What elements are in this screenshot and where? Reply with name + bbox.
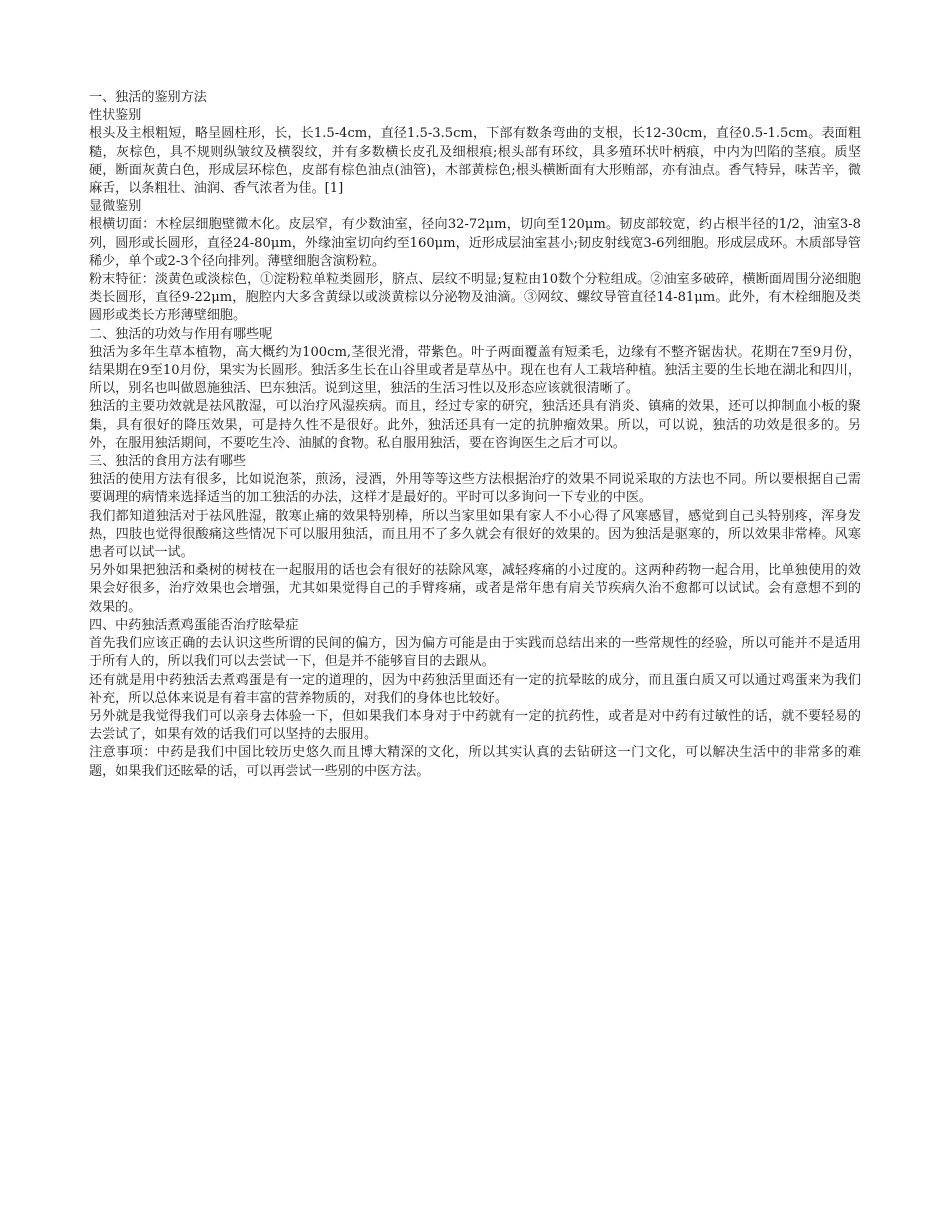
section-heading-efficacy: 二、独活的功效与作用有哪些呢 — [89, 326, 273, 342]
paragraph: 根头及主根粗短，略呈圆柱形，长，长1.5-4cm，直径1.5-3.5cm，下部有数条弯曲的支根，长12-30cm，直径0.5-1.5cm。表面粗糙，灰棕色，具不规则纵皱纹及横裂纹，并有多数横长皮孔及细根痕;根头部有环纹，具多殖环状叶柄痕，中内为凹陷的茎痕。质坚硬，断面灰黄白色，形成层环棕色，皮部有棕色油点(油管)，木部黄棕色;根头横断面有大形贿部，亦有油点。香气特异，味苦辛，微麻舌，以条粗壮、油润、香气浓者为佳。[1] — [89, 126, 861, 197]
section-heading-usage: 三、独活的食用方法有哪些 — [89, 454, 247, 470]
subsection-heading-appearance: 性状鉴别 — [89, 108, 142, 124]
paragraph: 我们都知道独活对于祛风胜湿，散寒止痛的效果特别棒，所以当家里如果有家人不小心得了风寒感冒，感觉到自己头特别疼，浑身发热，四肢也觉得很酸痛这些情况下可以服用独活，而且用不了多久就会有很好的效果的。因为独活是驱寒的，所以效果非常棒。风寒患者可以试一试。 — [89, 508, 861, 561]
document-body — [89, 89, 861, 781]
paragraph: 独活为多年生草本植物，高大概约为100cm,茎很光滑，带紫色。叶子两面覆盖有短柔毛，边缘有不整齐锯齿状。花期在7至9月份，结果期在9至10月份，果实为长圆形。独活多生长在山谷里或者是草丛中。现在也有人工栽培种植。独活主要的生长地在湖北和四川，所以，别名也叫做恩施独活、巴东独活。说到这里，独活的生活习性以及形态应该就很清晰了。 — [89, 344, 861, 397]
paragraph: 首先我们应该正确的去认识这些所谓的民间的偏方，因为偏方可能是由于实践而总结出来的一些常规性的经验，所以可能并不是适用于所有人的，所以我们可以去尝试一下，但是并不能够盲目的去跟从。 — [89, 636, 861, 670]
paragraph: 独活的主要功效就是祛风散湿，可以治疗风湿疾病。而且，经过专家的研究，独活还具有消炎、镇痛的效果，还可以抑制血小板的聚集，具有很好的降压效果，可是持久性不是很好。此外，独活还具有一定的抗肿瘤效果。所以，可以说，独活的功效是很多的。另外，在服用独活期间，不要吃生冷、油腻的食物。私自服用独活，要在咨询医生之后才可以。 — [89, 399, 861, 451]
paragraph: 另外如果把独活和桑树的树枝在一起服用的话也会有很好的祛除风寒，减轻疼痛的小过度的。这两种药物一起合用，比单独使用的效果会好很多，治疗效果也会增强，尤其如果觉得自己的手臂疼痛，或者是常年患有肩关节疾病久治不愈都可以试试。会有意想不到的效果的。 — [89, 563, 861, 615]
paragraph: 注意事项：中药是我们中国比较历史悠久而且博大精深的文化，所以其实认真的去钻研这一门文化，可以解决生活中的非常多的难题，如果我们还眩晕的话，可以再尝试一些别的中医方法。 — [89, 745, 861, 779]
section-heading-identification: 一、独活的鉴别方法 — [89, 90, 207, 105]
subsection-heading-microscopic: 显微鉴别 — [89, 199, 142, 215]
paragraph: 还有就是用中药独活去煮鸡蛋是有一定的道理的，因为中药独活里面还有一定的抗晕眩的成分，而且蛋白质又可以通过鸡蛋来为我们补充，所以总体来说是有着丰富的营养物质的，对我们的身体也比较好。 — [89, 672, 861, 706]
section-heading-vertigo: 四、中药独活煮鸡蛋能否治疗眩晕症 — [89, 617, 299, 633]
paragraph: 独活的使用方法有很多，比如说泡茶，煎汤，浸酒，外用等等这些方法根据治疗的效果不同说采取的方法也不同。所以要根据自己需要调理的病情来选择适当的加工独活的办法，这样才是最好的。平时可以多询问一下专业的中医。 — [89, 472, 861, 506]
paragraph: 另外就是我觉得我们可以亲身去体验一下，但如果我们本身对于中药就有一定的抗药性，或者是对中药有过敏性的话，就不要轻易的去尝试了，如果有效的话我们可以坚持的去服用。 — [89, 708, 861, 743]
paragraph: 粉末特征：淡黄色或淡棕色，①淀粉粒单粒类圆形，脐点、层纹不明显;复粒由10数个分粒组成。②油室多破碎，横断面周围分泌细胞类长圆形，直径9-22μm，胞腔内大多含黄绿以或淡黄棕以分泌物及油滴。③网纹、螺纹导管直径14-81μm。此外，有木栓细胞及类圆形或类长方形薄壁细胞。 — [89, 272, 861, 324]
paragraph: 根横切面：木栓层细胞壁微木化。皮层窄，有少数油室，径向32-72μm，切向至120μm。韧皮部较宽，约占根半径的1/2，油室3-8列，圆形或长圆形，直径24-80μm，外缘油室切向约至160μm，近形成层油室甚小;韧皮射线宽3-6列细胞。形成层成环。木质部导管稀少，单个或2-3个径向排列。薄壁细胞含演粉粒。 — [89, 217, 861, 269]
